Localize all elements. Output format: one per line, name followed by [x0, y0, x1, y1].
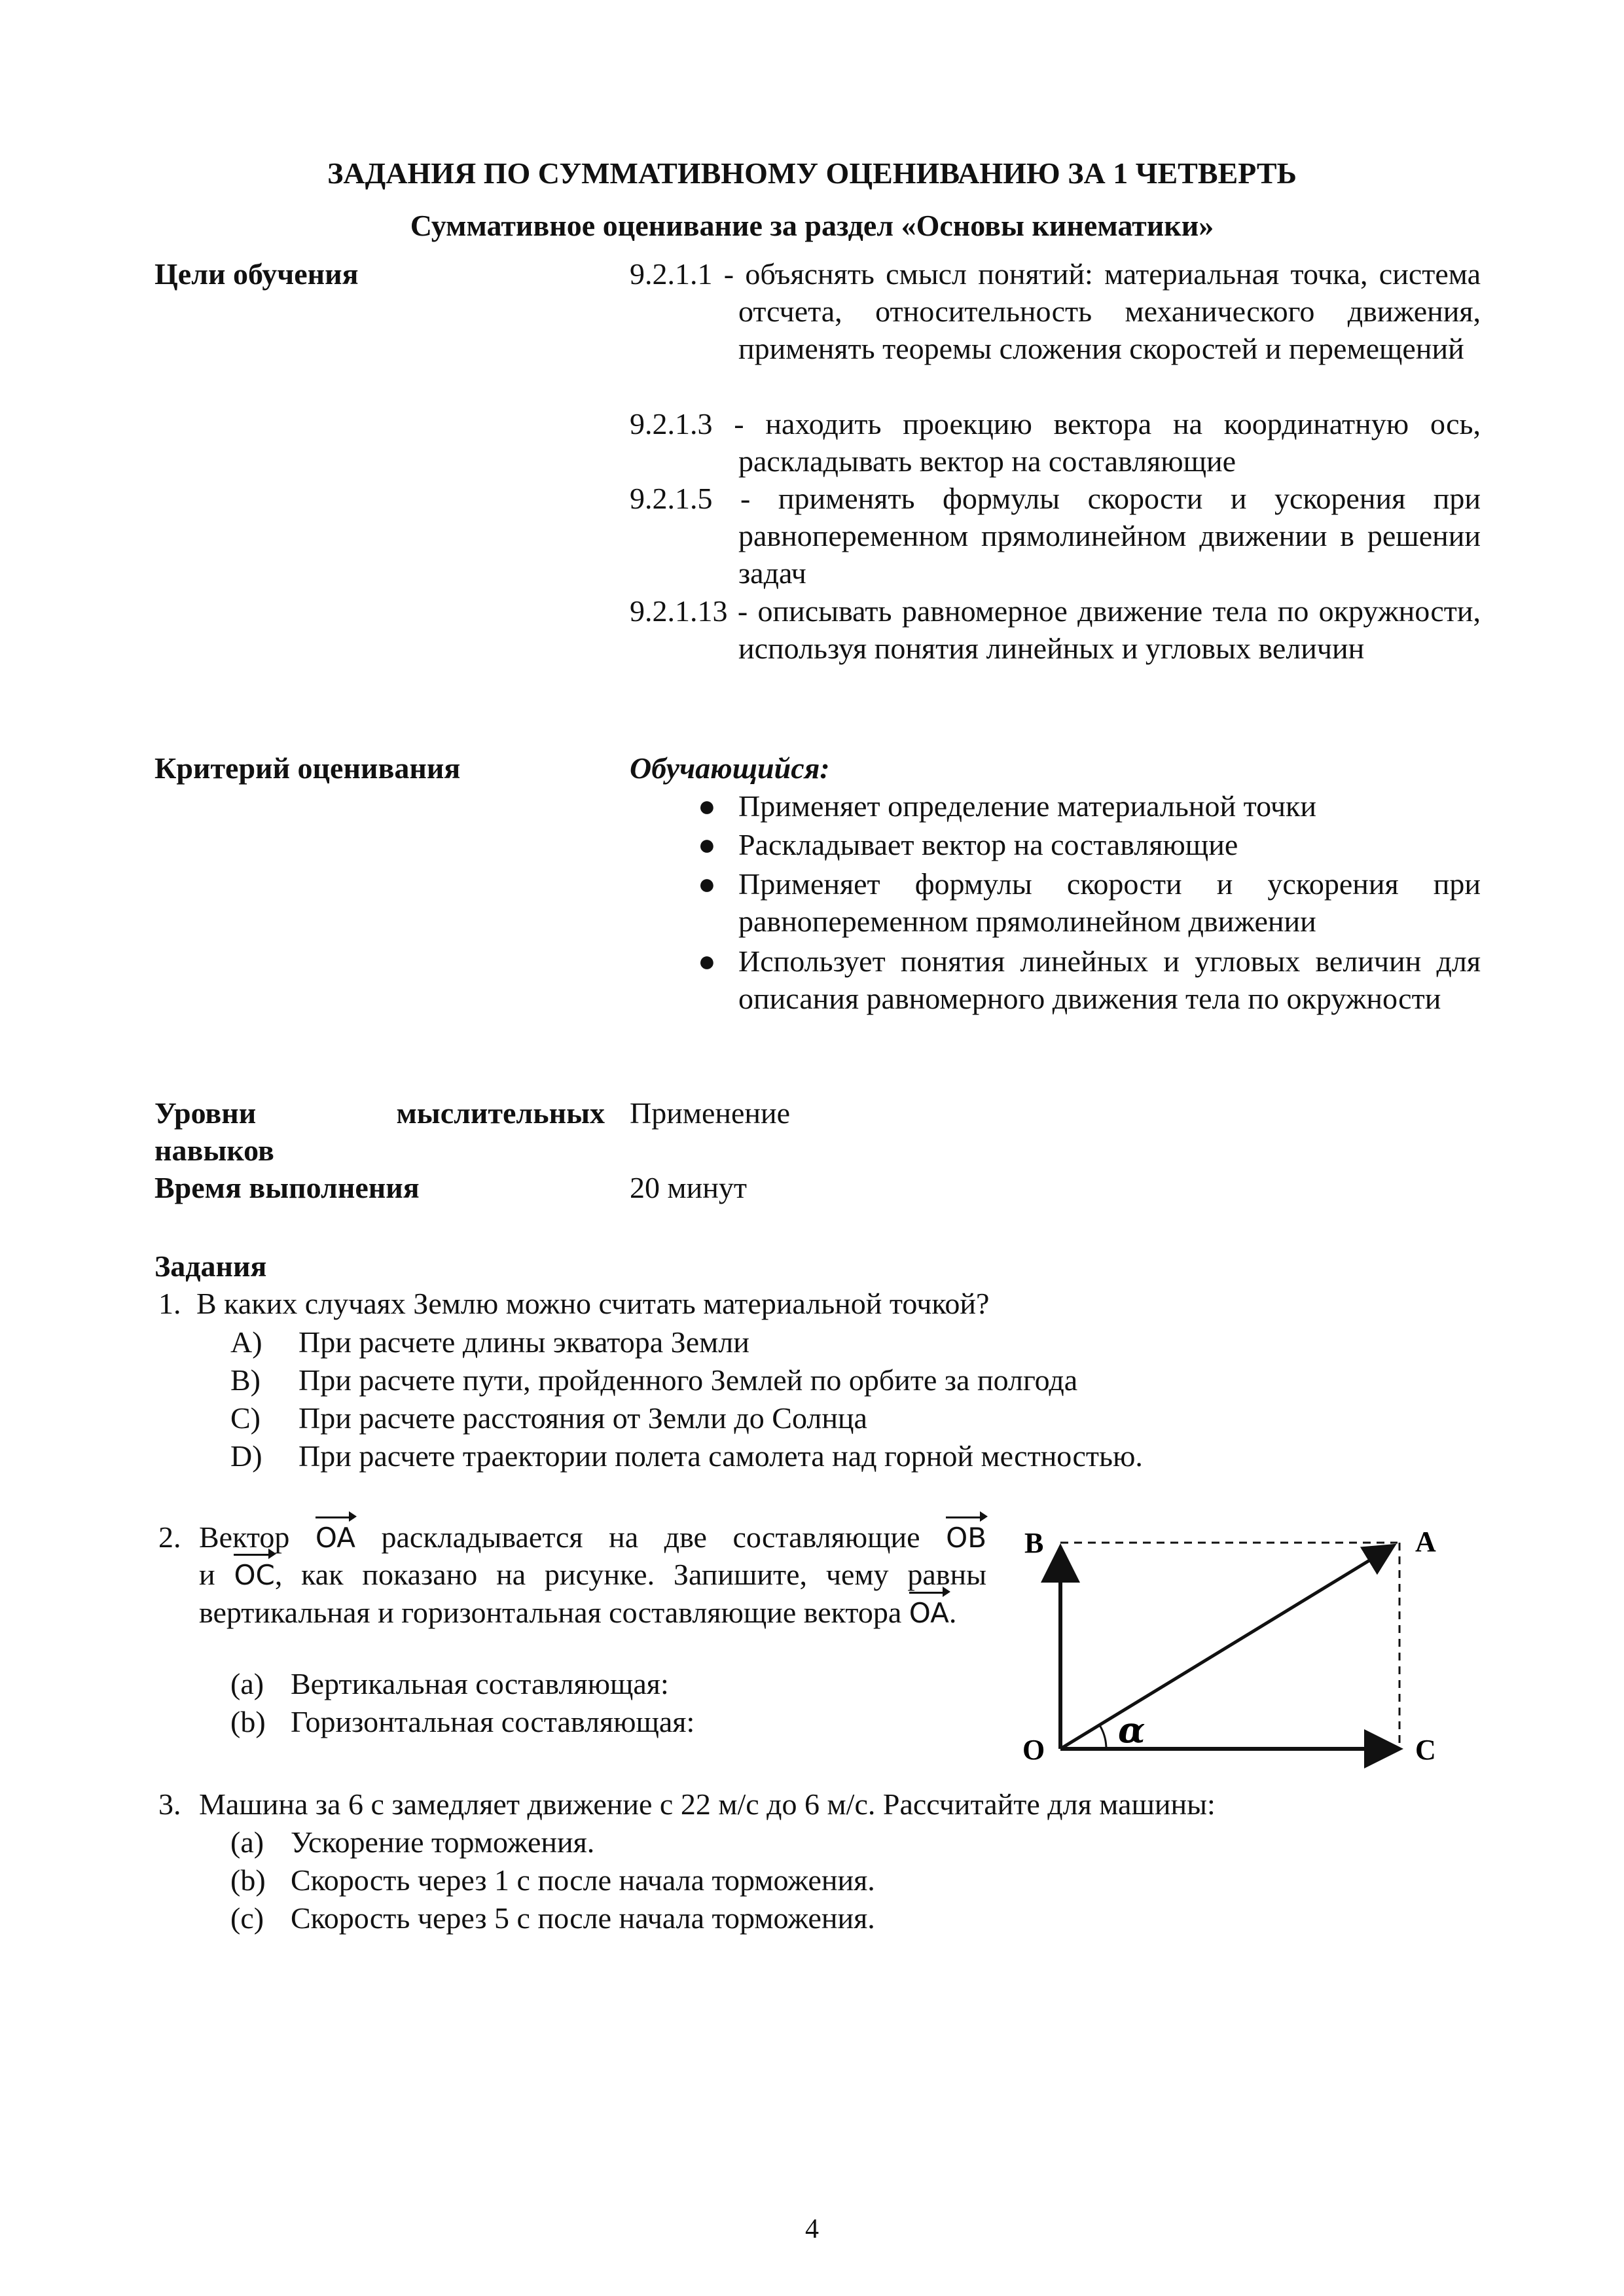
- option-letter: C): [230, 1401, 261, 1435]
- task-number: 1.: [158, 1287, 181, 1320]
- option-letter: (c): [230, 1901, 264, 1935]
- option-letter: (b): [230, 1863, 266, 1897]
- skills-label-line1: Уровни мыслительных: [154, 1096, 605, 1130]
- option-letter: (b): [230, 1705, 266, 1738]
- criteria-intro: Обучающийся:: [630, 751, 830, 785]
- option-text: Скорость через 5 с после начала торможения.: [291, 1901, 875, 1935]
- option-letter: D): [230, 1439, 262, 1473]
- criteria-item: ● Раскладывает вектор на составляющие: [698, 826, 1481, 863]
- skills-label-line2: навыков: [154, 1134, 274, 1167]
- bullet-icon: ●: [698, 789, 716, 823]
- goal-item: 9.2.1.1 - объяснять смысл понятий: материальная точка, система отсчета, относительность механического движения, применять теоремы сложения скоростей и перемещений: [630, 257, 1481, 365]
- vector-oa-arrow: [1060, 1547, 1391, 1749]
- goals-label: Цели обучения: [154, 257, 359, 291]
- option-letter: (a): [230, 1667, 264, 1700]
- page-number: 4: [805, 2214, 819, 2244]
- vector-oa-2: OA: [909, 1594, 949, 1632]
- task-question: Машина за 6 с замедляет движение с 22 м/с до 6 м/с. Рассчитайте для машины:: [199, 1787, 1216, 1821]
- bullet-icon: ●: [698, 944, 716, 978]
- option-text: При расчете траектории полета самолета над горной местностью.: [298, 1439, 1143, 1473]
- skills-value: Применение: [630, 1096, 791, 1130]
- bullet-icon: ●: [698, 828, 716, 861]
- page-subtitle: Суммативное оценивание за раздел «Основы кинематики»: [410, 209, 1214, 242]
- option-text: При расчете пути, пройденного Землей по орбите за полгода: [298, 1363, 1078, 1397]
- tasks-heading: Задания: [154, 1249, 267, 1283]
- label-c: C: [1415, 1734, 1436, 1766]
- angle-alpha: α: [1118, 1709, 1146, 1751]
- task-text-rest: и OC, как показано на рисунке. Запишите, чему равны вертикальная и горизонтальная составляющие вектора OA.: [199, 1556, 986, 1632]
- task-number: 2.: [158, 1520, 181, 1554]
- time-value: 20 минут: [630, 1171, 747, 1204]
- task-question: В каких случаях Землю можно считать материальной точкой?: [196, 1287, 990, 1320]
- vector-diagram: [995, 1505, 1492, 1780]
- option-text: Ускорение торможения.: [291, 1825, 595, 1859]
- option-text: При расчете длины экватора Земли: [298, 1325, 749, 1359]
- option-text: Скорость через 1 с после начала торможения.: [291, 1863, 875, 1897]
- goal-item: 9.2.1.13 - описывать равномерное движение тела по окружности, используя понятия линейных и угловых величин: [630, 594, 1481, 665]
- vector-ob: OB: [946, 1519, 986, 1556]
- option-text: Вертикальная составляющая:: [291, 1667, 669, 1700]
- task-number: 3.: [158, 1787, 181, 1821]
- goal-item: 9.2.1.5 - применять формулы скорости и ускорения при равнопеременном прямолинейном движении в решении задач: [630, 482, 1481, 590]
- goal-item: 9.2.1.3 - находить проекцию вектора на координатную ось, раскладывать вектор на составляющие: [630, 407, 1481, 478]
- option-text: При расчете расстояния от Земли до Солнца: [298, 1401, 867, 1435]
- criteria-label: Критерий оценивания: [154, 751, 461, 785]
- page-title: ЗАДАНИЯ ПО СУММАТИВНОМУ ОЦЕНИВАНИЮ ЗА 1 ЧЕТВЕРТЬ: [327, 156, 1297, 190]
- vector-oc: OC: [234, 1556, 274, 1594]
- option-letter: (a): [230, 1825, 264, 1859]
- option-text: Горизонтальная составляющая:: [291, 1705, 695, 1738]
- bullet-icon: ●: [698, 867, 716, 901]
- criteria-item: ● Применяет определение материальной точки: [698, 787, 1481, 825]
- vector-oa: OA: [316, 1519, 355, 1556]
- label-b: B: [1024, 1527, 1044, 1559]
- label-a: A: [1415, 1526, 1436, 1558]
- criteria-item: ● Применяет формулы скорости и ускорения при равнопеременном прямолинейном движении: [698, 865, 1481, 940]
- task-text-line1: Вектор OA раскладывается на две составляющие OB: [199, 1518, 986, 1556]
- option-letter: B): [230, 1363, 261, 1397]
- option-letter: A): [230, 1325, 262, 1359]
- criteria-item: ● Использует понятия линейных и угловых величин для описания равномерного движения тела по окружности: [698, 942, 1481, 1017]
- angle-arc: [1100, 1725, 1106, 1749]
- label-o: O: [1022, 1734, 1045, 1766]
- time-label: Время выполнения: [154, 1171, 420, 1204]
